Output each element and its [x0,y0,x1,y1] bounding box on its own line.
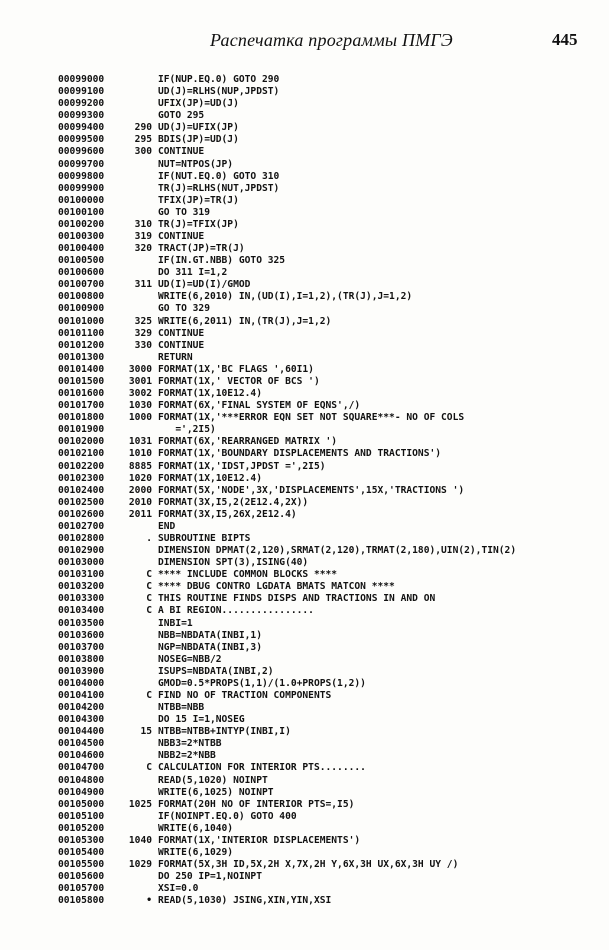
code-line [58,569,578,581]
statement-code: NBB=NBDATA(INBI,1) [158,629,262,641]
statement-code: TRACT(JP)=TR(J) [158,243,245,255]
statement-label: 1029 [128,859,152,871]
statement-code: UFIX(JP)=UD(J) [158,98,239,110]
statement-label [116,267,158,279]
code-line [58,533,578,545]
sequence-number: 00099400 [58,122,105,134]
statement-label [116,702,158,714]
statement-code: DIMENSION SPT(3),ISING(40) [158,557,309,569]
code-line [58,581,578,593]
code-line [58,666,578,678]
code-line [58,255,578,267]
statement-code: GO TO 319 [158,206,210,218]
statement-code: GO TO 329 [158,303,210,315]
sequence-number: 00101300 [58,351,105,363]
statement-code: CONTINUE [158,327,205,339]
sequence-number: 00105500 [58,859,105,871]
sequence-number: 00103900 [58,665,105,677]
statement-code: DO 311 I=1,2 [158,267,228,279]
sequence-number: 00103000 [58,557,105,569]
sequence-number: 00104100 [58,689,105,701]
code-line [58,509,578,521]
code-line [58,847,578,859]
statement-label [116,847,158,859]
sequence-number: 00101700 [58,400,105,412]
statement-code: NTBB=NTBB+INTYP(INBI,I) [158,726,291,738]
sequence-number: 00103200 [58,581,105,593]
sequence-number: 00100100 [58,206,105,218]
statement-label [116,750,158,762]
statement-code: DO 250 IP=1,NOINPT [158,871,262,883]
code-line [58,787,578,799]
statement-code: UD(I)=UD(I)/GMOD [158,279,251,291]
sequence-number: 00100000 [58,194,105,206]
statement-code: DO 15 I=1,NOSEG [158,714,245,726]
sequence-number: 00102000 [58,436,105,448]
statement-code: NOSEG=NBB/2 [158,653,222,665]
statement-code: UD(J)=UFIX(JP) [158,122,239,134]
code-line [58,219,578,231]
code-line [58,485,578,497]
page-header [0,30,609,58]
code-line [58,473,578,485]
code-line [58,412,578,424]
statement-label: • [146,895,152,907]
statement-code: FORMAT(5X,3H ID,5X,2H X,7X,2H Y,6X,3H UX,6X,3H UY /) [158,859,459,871]
statement-code: FORMAT(20H NO OF INTERIOR PTS=,I5) [158,798,355,810]
statement-label: 3002 [128,388,152,400]
statement-code: ISUPS=NBDATA(INBI,2) [158,665,274,677]
sequence-number: 00105800 [58,895,105,907]
code-line [58,461,578,473]
code-line [58,859,578,871]
sequence-number: 00105600 [58,871,105,883]
statement-code: WRITE(6,2010) IN,(UD(I),I=1,2),(TR(J),J=1,2) [158,291,413,303]
code-line [58,134,578,146]
code-line [58,750,578,762]
statement-code: FORMAT(1X,10E12.4) [158,472,262,484]
statement-label [116,823,158,835]
statement-label [116,618,158,630]
statement-code: NTBB=NBB [158,702,205,714]
code-line [58,303,578,315]
code-line [58,823,578,835]
statement-code: FORMAT(1X,'IDST,JPDST =',2I5) [158,460,326,472]
code-line [58,122,578,134]
sequence-number: 00102400 [58,484,105,496]
code-line [58,738,578,750]
running-title: Распечатка программы ПМГЭ [210,30,453,50]
sequence-number: 00099500 [58,134,105,146]
statement-label [116,775,158,787]
statement-label: 311 [134,279,152,291]
sequence-number: 00105200 [58,822,105,834]
sequence-number: 00100700 [58,279,105,291]
page-number: 445 [552,30,578,49]
sequence-number: 00104300 [58,714,105,726]
code-line [58,762,578,774]
statement-code: **** DBUG CONTRO LGDATA BMATS MATCON **** [158,581,395,593]
sequence-number: 00103400 [58,605,105,617]
statement-code: WRITE(6,1029) [158,847,234,858]
statement-code: FORMAT(5X,'NODE',3X,'DISPLACEMENTS',15X,'TRACTIONS ') [158,484,465,496]
code-line [58,678,578,690]
statement-label [116,159,158,171]
statement-label [116,738,158,750]
sequence-number: 00101600 [58,388,105,400]
code-line [58,86,578,98]
sequence-number: 00105400 [58,847,105,858]
sequence-number: 00105100 [58,810,105,822]
sequence-number: 00103600 [58,629,105,641]
sequence-number: 00103700 [58,641,105,653]
code-line [58,690,578,702]
code-line [58,340,578,352]
sequence-number: 00101500 [58,375,105,387]
sequence-number: 00101200 [58,339,105,351]
statement-label [116,207,158,219]
code-line [58,400,578,412]
code-line [58,183,578,195]
statement-label: 1025 [128,798,152,810]
code-line [58,605,578,617]
sequence-number: 00100800 [58,291,105,303]
statement-label: 2011 [128,508,152,520]
code-line [58,279,578,291]
sequence-number: 00101000 [58,315,105,327]
sequence-number: 00100400 [58,243,105,255]
statement-code: END [158,520,176,532]
code-line [58,424,578,436]
statement-code: NGP=NBDATA(INBI,3) [158,641,262,653]
statement-code: TFIX(JP)=TR(J) [158,194,239,206]
statement-label: C [146,581,152,593]
sequence-number: 00104500 [58,738,105,750]
code-line [58,207,578,219]
statement-label [116,666,158,678]
statement-code: A BI REGION................ [158,605,314,617]
code-line [58,618,578,630]
statement-label [116,654,158,666]
statement-label: 1031 [128,436,152,448]
code-line [58,171,578,183]
statement-label: . [146,532,152,544]
sequence-number: 00105000 [58,798,105,810]
code-line [58,352,578,364]
statement-code: FORMAT(1X,'INTERIOR DISPLACEMENTS') [158,834,361,846]
sequence-number: 00100900 [58,303,105,315]
code-line [58,545,578,557]
sequence-number: 00104800 [58,774,105,786]
code-line [58,376,578,388]
statement-label [116,871,158,883]
sequence-number: 00103800 [58,653,105,665]
code-line [58,497,578,509]
sequence-number: 00102800 [58,532,105,544]
statement-code: WRITE(6,2011) IN,(TR(J),J=1,2) [158,315,332,327]
sequence-number: 00100600 [58,267,105,279]
code-line [58,110,578,122]
statement-code: IF(IN.GT.NBB) GOTO 325 [158,255,286,267]
statement-label: 3001 [128,375,152,387]
sequence-number: 00100500 [58,255,105,267]
statement-code: IF(NUT.EQ.0) GOTO 310 [158,170,280,182]
statement-label: 3000 [128,363,152,375]
sequence-number: 00103500 [58,617,105,629]
sequence-number: 00104900 [58,786,105,798]
sequence-number: 00102900 [58,545,105,557]
sequence-number: 00099900 [58,182,105,194]
statement-code: BDIS(JP)=UD(J) [158,134,239,146]
statement-label: 295 [134,134,152,146]
statement-code: RETURN [158,351,193,363]
sequence-number: 00104200 [58,702,105,714]
statement-code: FORMAT(1X,' VECTOR OF BCS ') [158,375,320,387]
code-line [58,316,578,328]
sequence-number: 00102500 [58,496,105,508]
statement-label: 330 [134,339,152,351]
statement-label [116,195,158,207]
code-line [58,364,578,376]
program-listing [58,74,578,907]
code-line [58,231,578,243]
code-line [58,291,578,303]
sequence-number: 00101100 [58,327,105,339]
sequence-number: 00100200 [58,218,105,230]
code-line [58,593,578,605]
statement-code: FORMAT(1X,10E12.4) [158,388,262,400]
statement-label [116,521,158,533]
statement-code: FORMAT(3X,I5,2(2E12.4,2X)) [158,496,309,508]
statement-label: 2010 [128,496,152,508]
code-line [58,98,578,110]
sequence-number: 00102700 [58,520,105,532]
statement-label [116,642,158,654]
statement-label: 1000 [128,412,152,424]
code-line [58,726,578,738]
statement-code: TR(J)=TFIX(JP) [158,218,239,230]
statement-code: FORMAT(3X,I5,26X,2E12.4) [158,508,297,520]
statement-label: 329 [134,327,152,339]
statement-label: 1010 [128,448,152,460]
code-line [58,74,578,86]
statement-code: INBI=1 [158,617,193,629]
statement-label [116,110,158,122]
statement-code: TR(J)=RLHS(NUT,JPDST) [158,182,280,194]
statement-label: 319 [134,231,152,243]
code-line [58,521,578,533]
statement-label [116,883,158,895]
statement-label: 325 [134,315,152,327]
statement-code: IF(NUP.EQ.0) GOTO 290 [158,74,280,85]
statement-label [116,424,158,436]
statement-code: CALCULATION FOR INTERIOR PTS........ [158,762,366,774]
sequence-number: 00102100 [58,448,105,460]
code-line [58,267,578,279]
sequence-number: 00104400 [58,726,105,738]
statement-code: READ(5,1030) JSING,XIN,YIN,XSI [158,895,332,907]
statement-code: THIS ROUTINE FINDS DISPS AND TRACTIONS IN AND ON [158,593,436,605]
code-line [58,448,578,460]
statement-label: C [146,569,152,581]
statement-code: FORMAT(1X,'BOUNDARY DISPLACEMENTS AND TRACTIONS') [158,448,442,460]
statement-code: FORMAT(1X,'***ERROR EQN SET NOT SQUARE***- NO OF COLS [158,412,465,424]
statement-label [116,811,158,823]
code-line [58,702,578,714]
code-line [58,775,578,787]
statement-code: WRITE(6,1025) NOINPT [158,786,274,798]
code-line [58,388,578,400]
statement-label [116,787,158,799]
statement-label: C [146,689,152,701]
statement-code: FIND NO OF TRACTION COMPONENTS [158,689,332,701]
statement-label: 15 [140,726,152,738]
statement-label: C [146,605,152,617]
statement-label [116,678,158,690]
code-line [58,714,578,726]
code-line [58,883,578,895]
sequence-number: 00105300 [58,834,105,846]
sequence-number: 00099100 [58,86,105,98]
statement-label [116,98,158,110]
statement-code: =',2I5) [158,424,216,436]
code-line [58,811,578,823]
statement-label: 1020 [128,472,152,484]
sequence-number: 00099800 [58,170,105,182]
statement-code: DIMENSION DPMAT(2,120),SRMAT(2,120),TRMAT(2,180),UIN(2),TIN(2) [158,545,517,557]
statement-code: **** INCLUDE COMMON BLOCKS **** [158,569,338,581]
sequence-number: 00102300 [58,472,105,484]
sequence-number: 00104600 [58,750,105,762]
code-line [58,835,578,847]
statement-label: 1030 [128,400,152,412]
statement-label: C [146,762,152,774]
statement-code: READ(5,1020) NOINPT [158,774,268,786]
sequence-number: 00102600 [58,508,105,520]
sequence-number: 00099300 [58,110,105,122]
statement-label: 8885 [128,460,152,472]
statement-label: 300 [134,146,152,158]
code-line [58,871,578,883]
statement-code: XSI=0.0 [158,883,199,895]
code-line [58,557,578,569]
sequence-number: 00100300 [58,231,105,243]
code-line [58,159,578,171]
statement-label [116,86,158,98]
code-line [58,243,578,255]
statement-label [116,183,158,195]
statement-code: CONTINUE [158,146,205,158]
sequence-number: 00104000 [58,677,105,689]
statement-code: NUT=NTPOS(JP) [158,158,234,170]
statement-code: NBB2=2*NBB [158,750,216,762]
statement-code: WRITE(6,1040) [158,822,234,834]
statement-label: 320 [134,243,152,255]
statement-label [116,352,158,364]
sequence-number: 00101900 [58,424,105,436]
code-line [58,436,578,448]
statement-code: IF(NOINPT.EQ.0) GOTO 400 [158,810,297,822]
statement-label: C [146,593,152,605]
statement-code: CONTINUE [158,339,205,351]
sequence-number: 00103100 [58,569,105,581]
sequence-number: 00101400 [58,363,105,375]
sequence-number: 00105700 [58,883,105,895]
statement-code: SUBROUTINE BIPTS [158,532,251,544]
statement-code: NBB3=2*NTBB [158,738,222,750]
sequence-number: 00099000 [58,74,105,85]
code-line [58,654,578,666]
statement-label [116,303,158,315]
statement-code: FORMAT(6X,'REARRANGED MATRIX ') [158,436,338,448]
code-line [58,195,578,207]
statement-label [116,557,158,569]
code-line [58,630,578,642]
statement-label: 1040 [128,834,152,846]
sequence-number: 00099600 [58,146,105,158]
sequence-number: 00102200 [58,460,105,472]
statement-label [116,545,158,557]
sequence-number: 00104700 [58,762,105,774]
statement-label [116,291,158,303]
statement-code: UD(J)=RLHS(NUP,JPDST) [158,86,280,98]
statement-code: GMOD=0.5*PROPS(1,1)/(1.0+PROPS(1,2)) [158,677,366,689]
code-line [58,328,578,340]
sequence-number: 00103300 [58,593,105,605]
code-line [58,642,578,654]
sequence-number: 00099700 [58,158,105,170]
statement-code: FORMAT(6X,'FINAL SYSTEM OF EQNS',/) [158,400,361,412]
statement-label: 2000 [128,484,152,496]
code-line [58,799,578,811]
statement-label [116,630,158,642]
sequence-number: 00099200 [58,98,105,110]
statement-label: 290 [134,122,152,134]
sequence-number: 00101800 [58,412,105,424]
statement-code: GOTO 295 [158,110,205,122]
statement-label: 310 [134,218,152,230]
code-line [58,146,578,158]
statement-label [116,74,158,86]
statement-code: CONTINUE [158,231,205,243]
statement-label [116,714,158,726]
code-line [58,895,578,907]
statement-label [116,255,158,267]
statement-label [116,171,158,183]
statement-code: FORMAT(1X,'BC FLAGS ',60I1) [158,363,314,375]
